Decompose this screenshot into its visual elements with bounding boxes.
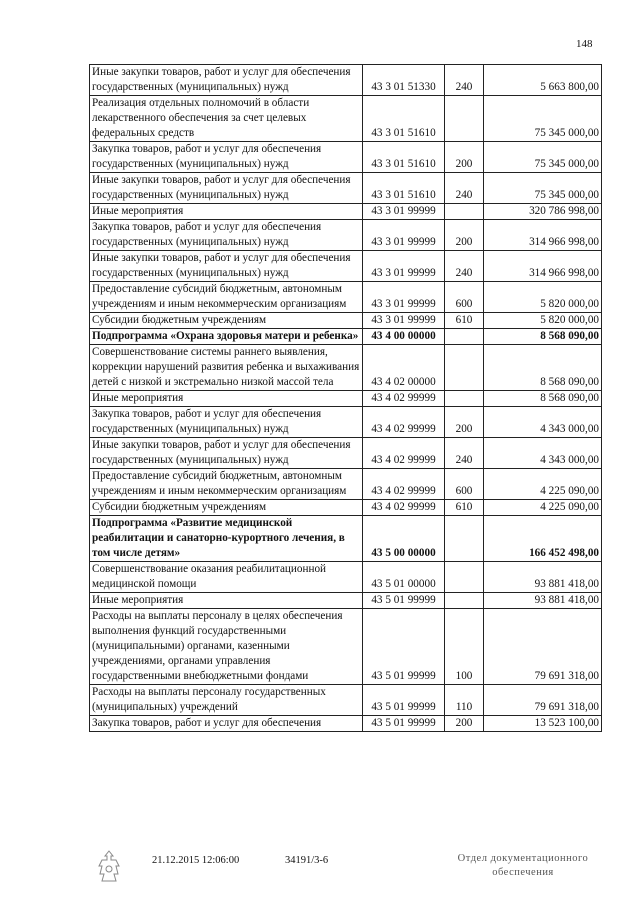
table-row <box>90 469 602 500</box>
row-code-cell: 43 5 01 99999 <box>363 593 445 609</box>
row-code-cell: 43 5 01 99999 <box>363 609 445 685</box>
row-name-cell: Иные закупки товаров, работ и услуг для обеспечения государственных (муниципальных) нужд <box>90 65 363 96</box>
row-code-cell: 43 3 01 99999 <box>363 204 445 220</box>
row-sum-cell: 8 568 090,00 <box>484 329 602 345</box>
row-code-cell: 43 5 01 99999 <box>363 716 445 732</box>
row-name-cell: Иные закупки товаров, работ и услуг для обеспечения государственных (муниципальных) нужд <box>90 438 363 469</box>
row-name-cell: Закупка товаров, работ и услуг для обеспечения государственных (муниципальных) нужд <box>90 142 363 173</box>
row-name-cell: Расходы на выплаты персоналу государственных (муниципальных) учреждений <box>90 685 363 716</box>
budget-table-body <box>90 65 602 732</box>
row-name-cell: Подпрограмма «Охрана здоровья матери и ребенка» <box>90 329 363 345</box>
row-sum-cell: 8 568 090,00 <box>484 345 602 391</box>
department-stamp <box>448 852 598 880</box>
row-type-cell: 200 <box>445 142 484 173</box>
row-type-cell: 240 <box>445 438 484 469</box>
table-row <box>90 204 602 220</box>
coat-of-arms-icon <box>96 848 122 884</box>
row-sum-cell: 79 691 318,00 <box>484 609 602 685</box>
row-name-cell: Закупка товаров, работ и услуг для обеспечения государственных (муниципальных) нужд <box>90 220 363 251</box>
row-type-cell <box>445 96 484 142</box>
table-row <box>90 500 602 516</box>
row-name-cell: Закупка товаров, работ и услуг для обеспечения государственных (муниципальных) нужд <box>90 407 363 438</box>
row-code-cell: 43 3 01 99999 <box>363 220 445 251</box>
footer-date: 21.12.2015 12:06:00 <box>152 855 240 866</box>
row-code-cell: 43 3 01 99999 <box>363 282 445 313</box>
row-type-cell: 610 <box>445 313 484 329</box>
table-row <box>90 685 602 716</box>
row-name-cell: Субсидии бюджетным учреждениям <box>90 500 363 516</box>
row-type-cell: 240 <box>445 65 484 96</box>
row-sum-cell: 166 452 498,00 <box>484 516 602 562</box>
table-row <box>90 407 602 438</box>
row-code-cell: 43 3 01 51610 <box>363 142 445 173</box>
table-row <box>90 313 602 329</box>
row-type-cell: 600 <box>445 282 484 313</box>
page-number: 148 <box>576 38 593 50</box>
row-type-cell: 200 <box>445 407 484 438</box>
row-name-cell: Иные закупки товаров, работ и услуг для обеспечения государственных (муниципальных) нужд <box>90 251 363 282</box>
row-code-cell: 43 4 02 99999 <box>363 438 445 469</box>
row-type-cell <box>445 593 484 609</box>
table-row <box>90 142 602 173</box>
table-row <box>90 609 602 685</box>
row-code-cell: 43 4 02 99999 <box>363 500 445 516</box>
row-sum-cell: 79 691 318,00 <box>484 685 602 716</box>
row-sum-cell: 93 881 418,00 <box>484 562 602 593</box>
row-sum-cell: 75 345 000,00 <box>484 142 602 173</box>
row-name-cell: Закупка товаров, работ и услуг для обеспечения <box>90 716 363 732</box>
row-sum-cell: 5 820 000,00 <box>484 313 602 329</box>
row-code-cell: 43 4 00 00000 <box>363 329 445 345</box>
table-row <box>90 220 602 251</box>
row-type-cell: 100 <box>445 609 484 685</box>
table-row <box>90 96 602 142</box>
row-type-cell: 200 <box>445 716 484 732</box>
table-row <box>90 329 602 345</box>
row-type-cell <box>445 562 484 593</box>
row-code-cell: 43 3 01 99999 <box>363 251 445 282</box>
row-name-cell: Субсидии бюджетным учреждениям <box>90 313 363 329</box>
table-row <box>90 391 602 407</box>
budget-table <box>89 64 602 732</box>
row-type-cell: 610 <box>445 500 484 516</box>
row-sum-cell: 75 345 000,00 <box>484 96 602 142</box>
row-code-cell: 43 5 00 00000 <box>363 516 445 562</box>
row-sum-cell: 320 786 998,00 <box>484 204 602 220</box>
table-row <box>90 438 602 469</box>
row-code-cell: 43 4 02 99999 <box>363 469 445 500</box>
row-type-cell: 600 <box>445 469 484 500</box>
row-code-cell: 43 5 01 99999 <box>363 685 445 716</box>
table-row <box>90 65 602 96</box>
row-sum-cell: 93 881 418,00 <box>484 593 602 609</box>
row-sum-cell: 8 568 090,00 <box>484 391 602 407</box>
row-code-cell: 43 3 01 51330 <box>363 65 445 96</box>
footer-doc-number: 34191/3-6 <box>285 855 329 866</box>
row-name-cell: Иные мероприятия <box>90 593 363 609</box>
row-code-cell: 43 4 02 99999 <box>363 407 445 438</box>
row-sum-cell: 4 225 090,00 <box>484 469 602 500</box>
table-row <box>90 345 602 391</box>
row-name-cell: Иные мероприятия <box>90 204 363 220</box>
row-sum-cell: 75 345 000,00 <box>484 173 602 204</box>
row-name-cell: Реализация отдельных полномочий в области лекарственного обеспечения за счет целевых федеральных средств <box>90 96 363 142</box>
row-code-cell: 43 3 01 51610 <box>363 96 445 142</box>
row-sum-cell: 314 966 998,00 <box>484 220 602 251</box>
row-code-cell: 43 4 02 99999 <box>363 391 445 407</box>
row-sum-cell: 5 820 000,00 <box>484 282 602 313</box>
row-name-cell: Расходы на выплаты персоналу в целях обеспечения выполнения функций государственными (муниципальными) органами, казенными учреждениями, органами управления государственными внебюджетными фондами <box>90 609 363 685</box>
table-row <box>90 716 602 732</box>
table-row <box>90 516 602 562</box>
department-stamp-line2: обеспечения <box>492 867 554 878</box>
row-type-cell <box>445 329 484 345</box>
row-sum-cell: 13 523 100,00 <box>484 716 602 732</box>
table-row <box>90 562 602 593</box>
row-code-cell: 43 3 01 99999 <box>363 313 445 329</box>
row-code-cell: 43 5 01 00000 <box>363 562 445 593</box>
row-type-cell <box>445 516 484 562</box>
row-code-cell: 43 3 01 51610 <box>363 173 445 204</box>
row-type-cell <box>445 345 484 391</box>
row-sum-cell: 4 225 090,00 <box>484 500 602 516</box>
row-sum-cell: 4 343 000,00 <box>484 407 602 438</box>
row-name-cell: Совершенствование системы раннего выявления, коррекции нарушений развития ребенка и выхаживания детей с низкой и экстремально низкой массой тела <box>90 345 363 391</box>
row-name-cell: Подпрограмма «Развитие медицинской реабилитации и санаторно-курортного лечения, в том числе детям» <box>90 516 363 562</box>
row-type-cell: 240 <box>445 251 484 282</box>
row-name-cell: Предоставление субсидий бюджетным, автономным учреждениям и иным некоммерческим организациям <box>90 469 363 500</box>
row-sum-cell: 4 343 000,00 <box>484 438 602 469</box>
department-stamp-line1: Отдел документационного <box>457 853 589 864</box>
row-type-cell: 110 <box>445 685 484 716</box>
row-code-cell: 43 4 02 00000 <box>363 345 445 391</box>
row-type-cell <box>445 204 484 220</box>
table-row <box>90 251 602 282</box>
row-type-cell: 200 <box>445 220 484 251</box>
table-row <box>90 282 602 313</box>
table-row <box>90 593 602 609</box>
row-sum-cell: 5 663 800,00 <box>484 65 602 96</box>
row-name-cell: Иные мероприятия <box>90 391 363 407</box>
row-sum-cell: 314 966 998,00 <box>484 251 602 282</box>
row-name-cell: Совершенствование оказания реабилитационной медицинской помощи <box>90 562 363 593</box>
row-name-cell: Предоставление субсидий бюджетным, автономным учреждениям и иным некоммерческим организациям <box>90 282 363 313</box>
row-name-cell: Иные закупки товаров, работ и услуг для обеспечения государственных (муниципальных) нужд <box>90 173 363 204</box>
table-row <box>90 173 602 204</box>
row-type-cell <box>445 391 484 407</box>
row-type-cell: 240 <box>445 173 484 204</box>
